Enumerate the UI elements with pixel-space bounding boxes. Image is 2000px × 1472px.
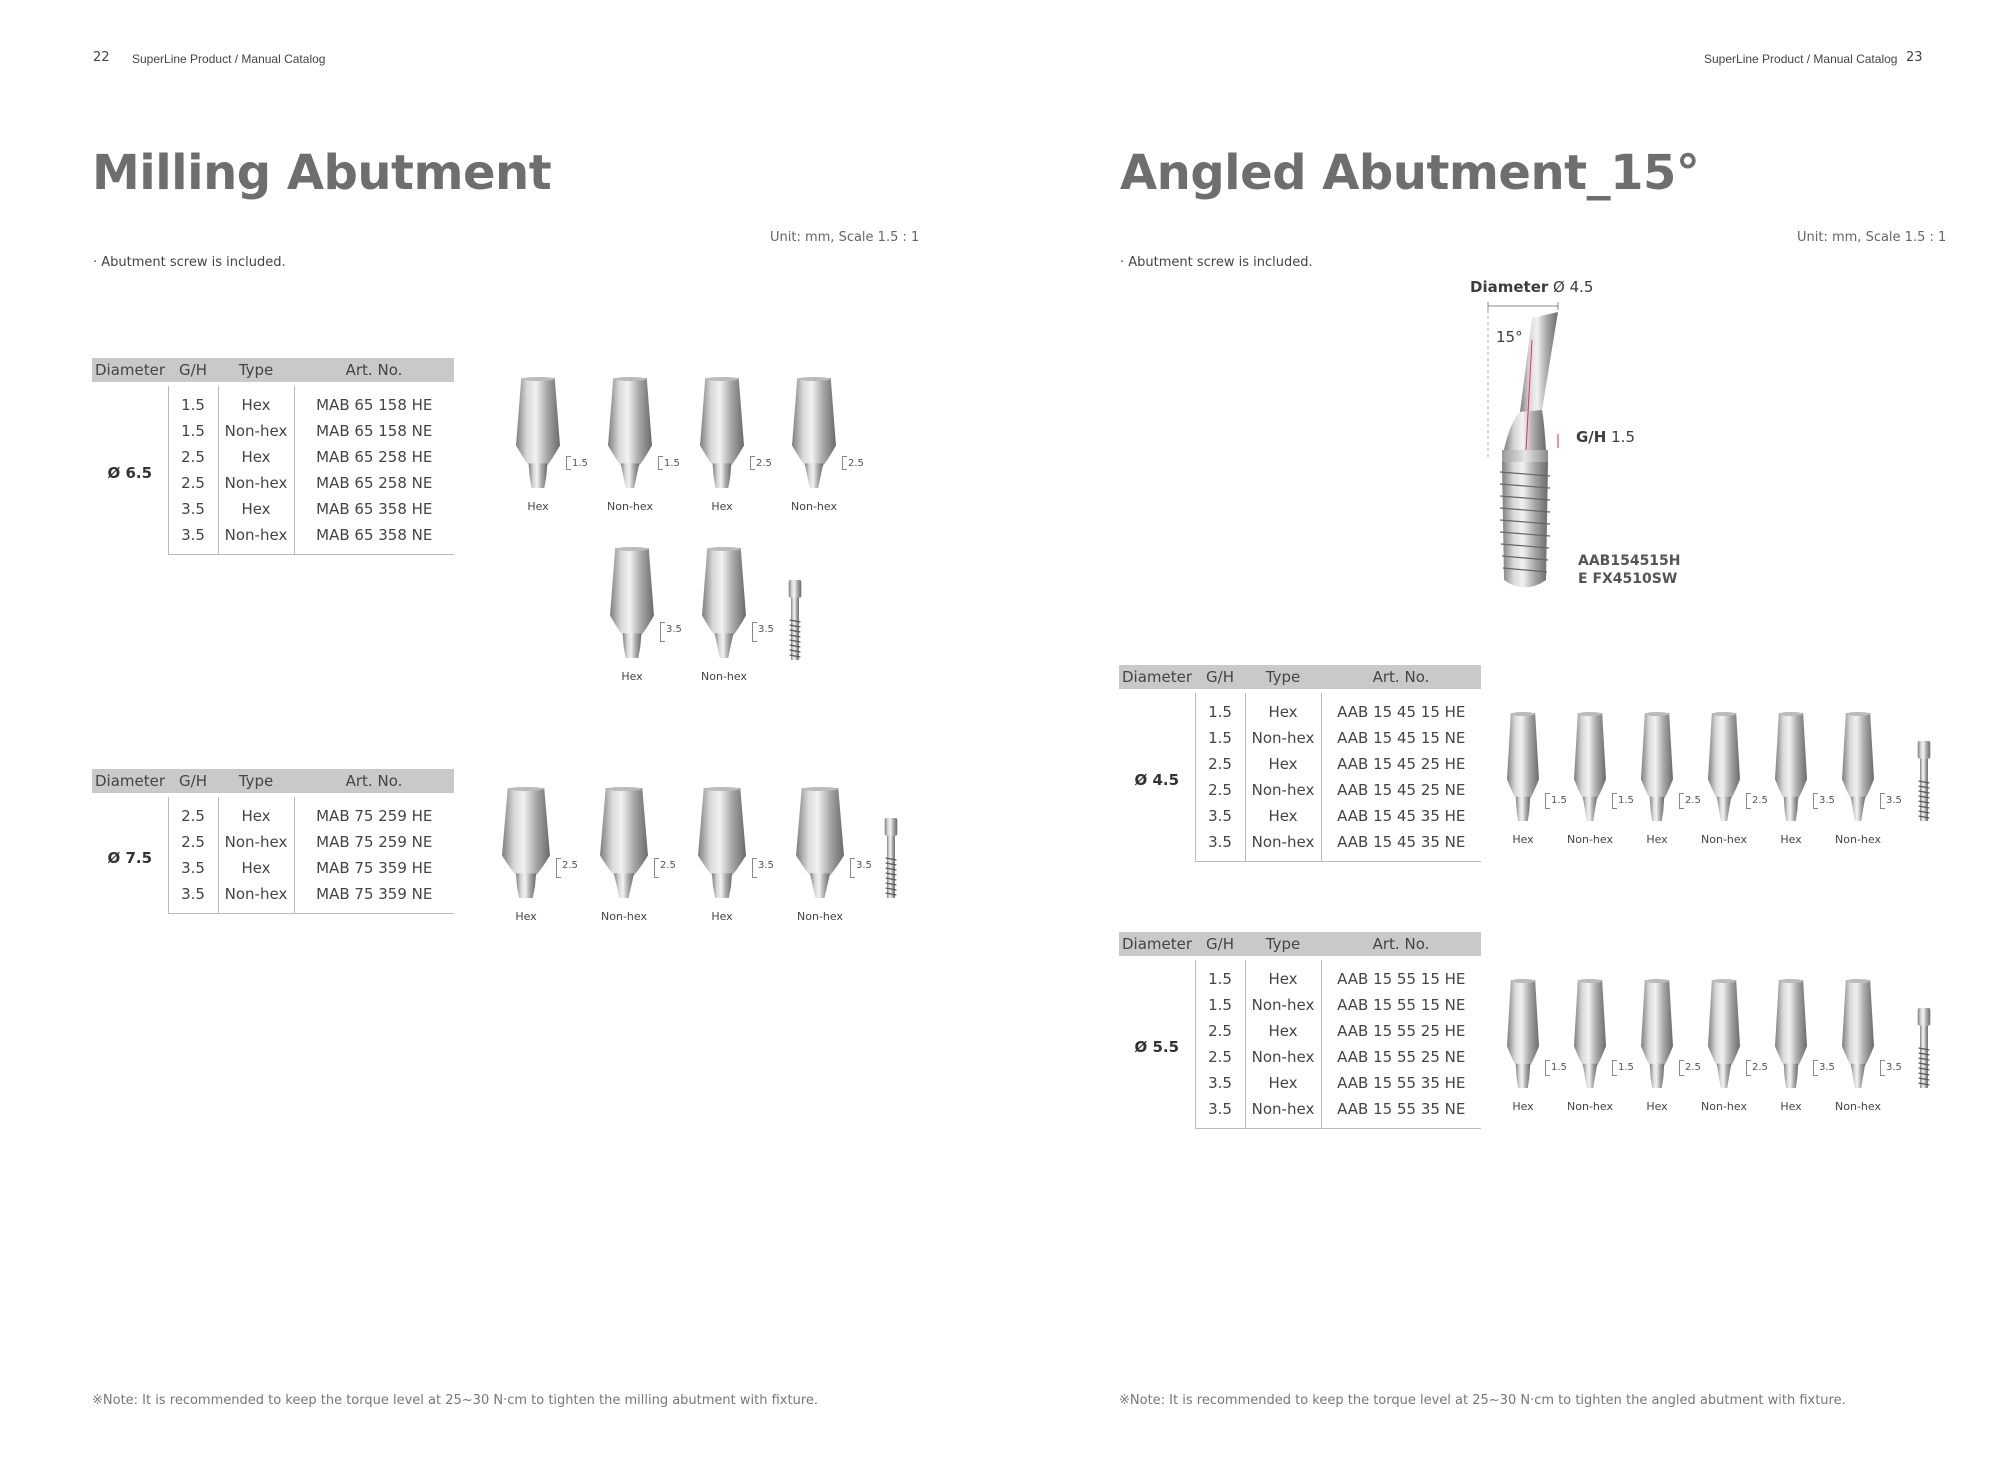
- gh-cell: 2.5: [168, 470, 218, 496]
- abutment-image: [1637, 711, 1677, 825]
- dimension-bracket: [1545, 793, 1550, 809]
- abutment-type-label: Non-hex: [1567, 833, 1613, 846]
- abutment-type-label: Hex: [621, 670, 643, 683]
- table-row: [92, 384, 454, 418]
- type-cell: Hex: [218, 444, 294, 470]
- dimension-bracket: [750, 456, 755, 470]
- abutment-image: [698, 546, 750, 662]
- dimension-label: 2.5: [1685, 1062, 1701, 1073]
- dimension-bracket: [660, 622, 665, 642]
- dimension-bracket: [556, 858, 561, 878]
- page-number-right: 23: [1906, 50, 1923, 65]
- gh-cell: 2.5: [168, 829, 218, 855]
- gh-cell: 3.5: [1195, 829, 1245, 862]
- table-row: [1119, 958, 1481, 992]
- abutment-type-label: Non-hex: [797, 910, 843, 923]
- abutment-image: [604, 376, 656, 492]
- dimension-bracket: [1679, 1060, 1684, 1076]
- gh-cell: 1.5: [168, 384, 218, 418]
- dimension-label: 2.5: [562, 860, 578, 871]
- art-no-cell: MAB 65 158 HE: [294, 384, 454, 418]
- diagram-art-numbers: AAB154515H E FX4510SW: [1578, 553, 1681, 587]
- art-no-cell: AAB 15 45 35 HE: [1337, 807, 1466, 825]
- col-header-gh: G/H: [168, 769, 218, 795]
- type-cell: Non-hex: [218, 881, 294, 914]
- type-cell: Hex: [218, 384, 294, 418]
- abutment-type-label: Hex: [1512, 1100, 1534, 1113]
- abutment-type-label: Hex: [1780, 833, 1802, 846]
- dimension-label: 2.5: [848, 458, 864, 469]
- type-cell: Non-hex: [218, 829, 294, 855]
- type-cell: Non-hex: [218, 522, 294, 555]
- abutment-type-label: Non-hex: [1835, 1100, 1881, 1113]
- dimension-label: 3.5: [1819, 1062, 1835, 1073]
- art-no-cell: AAB 15 45 15 HE: [1321, 691, 1481, 725]
- col-header-art: Art. No.: [294, 769, 454, 795]
- dimension-bracket: [842, 456, 847, 470]
- screw-note-left: · Abutment screw is included.: [93, 255, 286, 270]
- type-cell: Hex: [1245, 691, 1321, 725]
- gh-cell: 3.5: [168, 881, 218, 914]
- abutment-type-label: Hex: [1780, 1100, 1802, 1113]
- abutment-type-label: Non-hex: [701, 670, 747, 683]
- art-no-cell: AAB 15 55 35 HE: [1337, 1074, 1466, 1092]
- dimension-bracket: [752, 858, 757, 878]
- abutment-type-label: Non-hex: [1701, 1100, 1747, 1113]
- dimension-label: 3.5: [1819, 795, 1835, 806]
- art-no-cell: MAB 65 258 HE: [316, 448, 433, 466]
- col-header-type: Type: [1245, 932, 1321, 958]
- dimension-bracket: [566, 456, 571, 470]
- art-no-cell: AAB 15 55 25 NE: [1337, 1048, 1466, 1066]
- dimension-bracket: [850, 858, 855, 878]
- type-cell: Non-hex: [1245, 1044, 1321, 1070]
- diagram-gh: G/H 1.5: [1576, 428, 1635, 446]
- type-cell: Non-hex: [1245, 992, 1321, 1018]
- art-no-cell: MAB 75 359 NE: [294, 881, 454, 914]
- abutment-type-label: Hex: [1646, 1100, 1668, 1113]
- footnote-right: ※Note: It is recommended to keep the torque level at 25~30 N·cm to tighten the angled abutment with fixture.: [1119, 1393, 1846, 1408]
- gh-cell: 3.5: [168, 522, 218, 555]
- col-header-type: Type: [1245, 665, 1321, 691]
- gh-cell: 3.5: [168, 496, 218, 522]
- art-no-cell: AAB 15 55 35 NE: [1321, 1096, 1481, 1129]
- gh-cell: 2.5: [1195, 1018, 1245, 1044]
- abutment-type-label: Hex: [1512, 833, 1534, 846]
- dimension-bracket: [1612, 1060, 1617, 1076]
- dimension-bracket: [1612, 793, 1617, 809]
- unit-note-right: Unit: mm, Scale 1.5 : 1: [1797, 230, 1947, 245]
- type-cell: Hex: [218, 855, 294, 881]
- screw-note-right: · Abutment screw is included.: [1120, 255, 1313, 270]
- abutment-type-label: Non-hex: [1701, 833, 1747, 846]
- page-number-left: 22: [93, 50, 110, 65]
- abutment-image: [694, 786, 750, 902]
- art-no-cell: MAB 65 358 NE: [294, 522, 454, 555]
- abutment-images-d65-row2: [592, 540, 852, 690]
- art-no-cell: MAB 75 259 HE: [294, 795, 454, 829]
- dimension-bracket: [1545, 1060, 1550, 1076]
- dimension-label: 2.5: [756, 458, 772, 469]
- abutment-image: [1704, 978, 1744, 1092]
- abutment-screw-image: [882, 818, 900, 902]
- dimension-bracket: [658, 456, 663, 470]
- art-no-cell: AAB 15 45 25 NE: [1337, 781, 1466, 799]
- col-header-gh: G/H: [168, 358, 218, 384]
- dimension-label: 3.5: [758, 860, 774, 871]
- abutment-type-label: Non-hex: [791, 500, 837, 513]
- spec-table-d55: [1119, 932, 1481, 1129]
- dimension-bracket: [1813, 793, 1818, 809]
- art-no-cell: MAB 75 259 NE: [316, 833, 433, 851]
- abutment-screw-image: [1915, 741, 1933, 825]
- abutment-image: [1503, 978, 1543, 1092]
- diameter-cell: Ø 4.5: [1119, 691, 1195, 862]
- gh-cell: 2.5: [1195, 777, 1245, 803]
- diameter-cell: Ø 7.5: [92, 795, 168, 914]
- dimension-label: 1.5: [1618, 1062, 1634, 1073]
- abutment-image: [696, 376, 748, 492]
- dimension-label: 1.5: [664, 458, 680, 469]
- type-cell: Hex: [1245, 1018, 1321, 1044]
- abutment-type-label: Non-hex: [1835, 833, 1881, 846]
- gh-cell: 3.5: [168, 855, 218, 881]
- col-header-diameter: Diameter: [1119, 665, 1195, 691]
- footnote-left: ※Note: It is recommended to keep the torque level at 25~30 N·cm to tighten the milling abutment with fixture.: [92, 1393, 819, 1408]
- abutment-screw-image: [786, 580, 804, 664]
- col-header-type: Type: [218, 769, 294, 795]
- type-cell: Hex: [218, 795, 294, 829]
- gh-cell: 3.5: [1195, 803, 1245, 829]
- gh-cell: 1.5: [1195, 958, 1245, 992]
- abutment-images-d75: [490, 780, 910, 930]
- art-no-cell: AAB 15 55 25 HE: [1337, 1022, 1466, 1040]
- type-cell: Non-hex: [218, 470, 294, 496]
- col-header-diameter: Diameter: [92, 769, 168, 795]
- abutment-image: [1771, 978, 1811, 1092]
- col-header-gh: G/H: [1195, 932, 1245, 958]
- abutment-image: [1838, 978, 1878, 1092]
- dimension-label: 2.5: [1752, 795, 1768, 806]
- dimension-bracket: [1679, 793, 1684, 809]
- col-header-gh: G/H: [1195, 665, 1245, 691]
- type-cell: Non-hex: [218, 418, 294, 444]
- gh-cell: 2.5: [168, 795, 218, 829]
- table-row: [1119, 691, 1481, 725]
- dimension-bracket: [1880, 1060, 1885, 1076]
- dimension-label: 3.5: [1886, 1062, 1902, 1073]
- dimension-label: 3.5: [1886, 795, 1902, 806]
- art-no-cell: MAB 65 358 HE: [316, 500, 433, 518]
- abutment-type-label: Hex: [1646, 833, 1668, 846]
- art-no-cell: AAB 15 55 15 HE: [1321, 958, 1481, 992]
- page-title-right: Angled Abutment_15°: [1120, 145, 1700, 201]
- abutment-type-label: Non-hex: [601, 910, 647, 923]
- abutment-type-label: Hex: [515, 910, 537, 923]
- art-no-cell: AAB 15 55 15 NE: [1337, 996, 1466, 1014]
- type-cell: Non-hex: [1245, 725, 1321, 751]
- dimension-label: 1.5: [1551, 1062, 1567, 1073]
- abutment-image: [606, 546, 658, 662]
- dimension-bracket: [1880, 793, 1885, 809]
- abutment-image: [1570, 711, 1610, 825]
- gh-cell: 1.5: [1195, 725, 1245, 751]
- abutment-images-d65-row1: [500, 370, 900, 520]
- gh-cell: 1.5: [1195, 691, 1245, 725]
- abutment-image: [792, 786, 848, 902]
- type-cell: Hex: [1245, 958, 1321, 992]
- header-title-left: SuperLine Product / Manual Catalog: [132, 52, 326, 66]
- abutment-image: [512, 376, 564, 492]
- page-title-left: Milling Abutment: [92, 145, 552, 201]
- abutment-image: [1771, 711, 1811, 825]
- type-cell: Non-hex: [1245, 829, 1321, 862]
- gh-cell: 2.5: [1195, 751, 1245, 777]
- col-header-art: Art. No.: [1321, 932, 1481, 958]
- type-cell: Non-hex: [1245, 777, 1321, 803]
- type-cell: Hex: [218, 496, 294, 522]
- art-no-cell: AAB 15 45 35 NE: [1321, 829, 1481, 862]
- gh-cell: 2.5: [168, 444, 218, 470]
- dimension-label: 1.5: [572, 458, 588, 469]
- art-no-cell: MAB 65 158 NE: [316, 422, 433, 440]
- dimension-bracket: [654, 858, 659, 878]
- dimension-label: 2.5: [660, 860, 676, 871]
- diagram-diameter-label: Diameter Ø 4.5: [1470, 278, 1594, 296]
- col-header-type: Type: [218, 358, 294, 384]
- abutment-type-label: Non-hex: [607, 500, 653, 513]
- abutment-image: [1838, 711, 1878, 825]
- gh-cell: 2.5: [1195, 1044, 1245, 1070]
- diameter-cell: Ø 6.5: [92, 384, 168, 555]
- header-title-right: SuperLine Product / Manual Catalog: [1704, 52, 1898, 66]
- spec-table-d75: [92, 769, 454, 914]
- abutment-image: [1637, 978, 1677, 1092]
- type-cell: Hex: [1245, 803, 1321, 829]
- abutment-image: [498, 786, 554, 902]
- spec-table-d65: [92, 358, 454, 555]
- dimension-label: 1.5: [1551, 795, 1567, 806]
- col-header-art: Art. No.: [294, 358, 454, 384]
- abutment-image: [1503, 711, 1543, 825]
- gh-cell: 1.5: [168, 418, 218, 444]
- abutment-image: [788, 376, 840, 492]
- diameter-cell: Ø 5.5: [1119, 958, 1195, 1129]
- angled-images-d45: [1495, 705, 1935, 855]
- abutment-image: [596, 786, 652, 902]
- gh-cell: 3.5: [1195, 1096, 1245, 1129]
- art-no-cell: MAB 75 359 HE: [316, 859, 433, 877]
- dimension-label: 2.5: [1685, 795, 1701, 806]
- abutment-type-label: Non-hex: [1567, 1100, 1613, 1113]
- dimension-label: 3.5: [758, 624, 774, 635]
- dimension-bracket: [1746, 1060, 1751, 1076]
- abutment-image: [1570, 978, 1610, 1092]
- art-no-cell: MAB 65 258 NE: [316, 474, 433, 492]
- angled-abutment-diagram: [1460, 276, 1720, 596]
- diagram-angle: 15°: [1496, 328, 1523, 346]
- gh-cell: 3.5: [1195, 1070, 1245, 1096]
- dimension-label: 2.5: [1752, 1062, 1768, 1073]
- spec-table-d45: [1119, 665, 1481, 862]
- col-header-diameter: Diameter: [92, 358, 168, 384]
- table-row: [92, 795, 454, 829]
- gh-cell: 1.5: [1195, 992, 1245, 1018]
- col-header-diameter: Diameter: [1119, 932, 1195, 958]
- art-no-cell: AAB 15 45 25 HE: [1337, 755, 1466, 773]
- abutment-type-label: Hex: [527, 500, 549, 513]
- abutment-type-label: Hex: [711, 500, 733, 513]
- unit-note-left: Unit: mm, Scale 1.5 : 1: [770, 230, 920, 245]
- dimension-bracket: [1746, 793, 1751, 809]
- dimension-label: 1.5: [1618, 795, 1634, 806]
- dimension-bracket: [752, 622, 757, 642]
- angled-images-d55: [1495, 972, 1935, 1122]
- type-cell: Non-hex: [1245, 1096, 1321, 1129]
- type-cell: Hex: [1245, 1070, 1321, 1096]
- col-header-art: Art. No.: [1321, 665, 1481, 691]
- dimension-label: 3.5: [666, 624, 682, 635]
- abutment-type-label: Hex: [711, 910, 733, 923]
- abutment-screw-image: [1915, 1008, 1933, 1092]
- type-cell: Hex: [1245, 751, 1321, 777]
- dimension-label: 3.5: [856, 860, 872, 871]
- abutment-image: [1704, 711, 1744, 825]
- art-no-cell: AAB 15 45 15 NE: [1337, 729, 1466, 747]
- dimension-bracket: [1813, 1060, 1818, 1076]
